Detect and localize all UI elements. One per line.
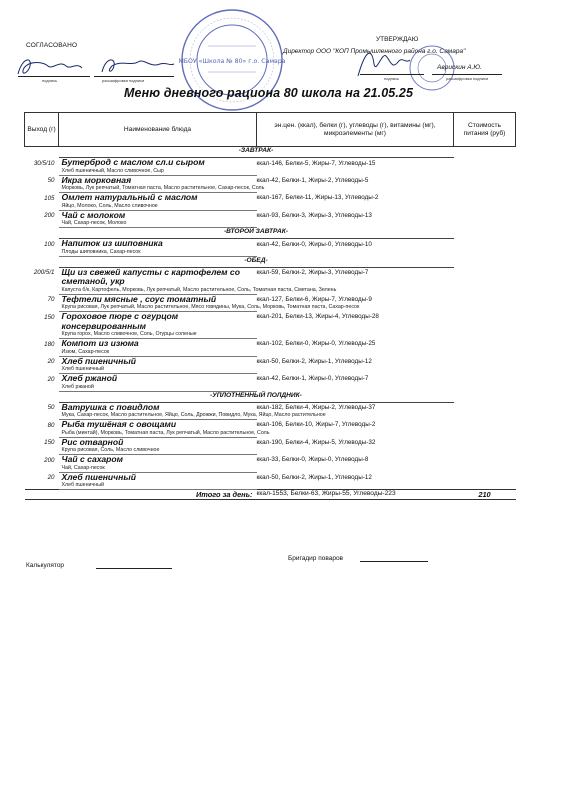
dish-name: Компот из изюма	[61, 338, 139, 348]
dish-ingredients: Чай, Сахар-песок, Молоко	[61, 220, 127, 226]
section-spacer	[25, 147, 59, 158]
section-spacer	[25, 391, 59, 402]
dish-row	[25, 294, 516, 312]
dish-output: 20	[47, 375, 55, 383]
dish-row	[25, 267, 516, 294]
dish-name: Тефтели мясные , соус томатный	[61, 293, 217, 304]
dish-name: Чай с сахаром	[61, 454, 124, 464]
dish-output: 30/5/10	[33, 159, 55, 167]
dish-name-cell	[59, 437, 257, 455]
dish-ingredients: Плоды шиповника, Сахар-песок	[61, 248, 141, 255]
section-title: -УПЛОТНЕННЫЙ ПОЛДНИК-	[59, 391, 454, 402]
section-row	[25, 147, 516, 158]
header-nutrition: эн.цен. (ккал), белки (г), углеводы (г), витамины (мг), микроэлементы (мг)	[257, 113, 454, 147]
dish-nutrition: ккал-182, Белки-4, Жиры-2, Углеводы-37	[256, 404, 376, 411]
dish-output: 200	[44, 456, 55, 464]
dish-name-cell	[59, 174, 265, 193]
left-sig-caption: подпись	[42, 78, 58, 83]
dish-row	[25, 158, 516, 176]
total-label: Итого за день:	[25, 490, 257, 500]
right-sig-line-2	[432, 74, 502, 75]
dish-nutrition: ккал-167, Белки-11, Жиры-13, Углеводы-2	[256, 194, 379, 201]
dish-ingredients: Крупа горох, Масло сливочное, Соль, Огурцы соленые	[61, 331, 197, 337]
dish-nutrition: ккал-59, Белки-2, Жиры-3, Углеводы-7	[256, 269, 369, 276]
dish-name: Гороховое пюре с огурцом консервированным	[61, 311, 179, 331]
dish-output: 100	[44, 240, 55, 248]
approver-name: Аврискин А.Ю.	[437, 64, 482, 71]
header-cost: Стоимость питания (руб)	[454, 113, 516, 147]
total-cost: 210	[454, 490, 516, 500]
dish-output: 150	[44, 439, 55, 446]
calculator-label: Калькулятор	[26, 562, 65, 569]
dish-name-cell	[59, 158, 257, 176]
dish-name: Чай с молоком	[61, 209, 126, 220]
dish-output: 200/5/1	[33, 269, 55, 276]
dish-name: Хлеб пшеничный	[61, 471, 136, 482]
header-name: Наименование блюда	[59, 113, 257, 147]
dish-nutrition: ккал-42, Белки-0, Жиры-0, Углеводы-10	[256, 240, 372, 248]
dish-row	[25, 210, 516, 228]
dish-name: Омлет натуральный с маслом	[61, 192, 198, 202]
dish-nutrition: ккал-42, Белки-1, Жиры-0, Углеводы-7	[256, 375, 369, 382]
left-signature	[10, 52, 180, 82]
dish-nutrition: ккал-42, Белки-1, Жиры-2, Углеводы-5	[256, 176, 369, 184]
dish-row	[25, 374, 516, 392]
approved-label: СОГЛАСОВАНО	[26, 42, 78, 49]
dish-cost	[454, 339, 516, 357]
page-title: Меню дневного рациона 80 школа на 21.05.25	[124, 86, 414, 100]
dish-name-cell	[59, 419, 270, 438]
dish-output: 105	[44, 194, 55, 202]
dish-row	[25, 312, 516, 339]
dish-output: 80	[47, 421, 55, 429]
dish-row	[25, 175, 516, 193]
dish-row	[25, 356, 516, 374]
right-sig-caption: подпись	[384, 76, 400, 81]
dish-row	[25, 472, 516, 490]
section-row	[25, 256, 516, 267]
dish-row	[25, 420, 516, 438]
approve-label: УТВЕРЖДАЮ	[376, 36, 419, 43]
dish-name: Рыба тушёная с овощами	[61, 419, 177, 429]
dish-output: 70	[47, 296, 55, 303]
left-sig-line	[18, 76, 90, 77]
dish-cost	[454, 294, 516, 312]
menu-body	[25, 147, 516, 500]
dish-name-cell	[59, 374, 257, 392]
dish-cost	[454, 455, 516, 473]
left-sig-caption-2: расшифровка подписи	[102, 78, 145, 83]
section-row	[25, 228, 516, 239]
dish-nutrition: ккал-190, Белки-4, Жиры-5, Углеводы-32	[256, 438, 376, 446]
dish-name-cell	[59, 193, 257, 211]
dish-ingredients: Крупа рисовая, Лук репчатый, Масло растительное, Мясо говядины, Мука, Соль, Морковь, Томатная паста, Сахар-песок	[61, 304, 360, 310]
dish-cost	[454, 312, 516, 339]
dish-output: 50	[47, 404, 55, 411]
dish-ingredients: Хлеб ржаной	[61, 383, 94, 390]
dish-row	[25, 437, 516, 455]
dish-cost	[454, 356, 516, 374]
section-row	[25, 391, 516, 402]
dish-name-cell	[59, 312, 257, 339]
dish-nutrition: ккал-146, Белки-5, Жиры-7, Углеводы-15	[256, 159, 376, 167]
section-spacer	[454, 256, 516, 267]
dish-ingredients: Морковь, Лук репчатый, Томатная паста, Масло растительное, Сахар-песок, Соль	[61, 185, 265, 191]
section-spacer	[25, 228, 59, 239]
dish-ingredients: Хлеб пшеничный	[61, 482, 104, 488]
dish-output: 180	[44, 340, 55, 348]
dish-name-cell	[59, 356, 257, 374]
left-sig-line-2	[94, 76, 174, 77]
dish-nutrition: ккал-102, Белки-0, Жиры-0, Углеводы-25	[256, 340, 376, 347]
dish-row	[25, 193, 516, 211]
brigadier-label: Бригадир поваров	[288, 555, 344, 562]
dish-name: Напиток из шиповника	[61, 238, 163, 248]
dish-nutrition: ккал-201, Белки-13, Жиры-4, Углеводы-28	[256, 313, 379, 320]
dish-name-cell	[59, 239, 257, 257]
dish-cost	[454, 472, 516, 490]
dish-name-cell	[59, 210, 257, 228]
dish-nutrition: ккал-50, Белки-2, Жиры-1, Углеводы-12	[256, 357, 372, 365]
dish-name: Хлеб пшеничный	[61, 355, 136, 366]
dish-row	[25, 239, 516, 257]
section-spacer	[25, 256, 59, 267]
dish-name: Ватрушка с повидлом	[61, 401, 160, 412]
dish-cost	[454, 175, 516, 193]
calculator-sig-line	[96, 568, 172, 569]
dish-cost	[454, 267, 516, 294]
menu-table	[24, 112, 516, 500]
total-nutrition: ккал-1553, Белки-63, Жиры-55, Углеводы-223	[257, 490, 454, 500]
dish-output: 50	[47, 177, 55, 184]
dish-ingredients: Мука, Сахар-песок, Масло растительное, Яйцо, Соль, Дрожжи, Повидло, Мука, Яйцо, Масло растительное	[61, 412, 326, 418]
dish-cost	[454, 402, 516, 420]
dish-cost	[454, 239, 516, 257]
dish-row	[25, 339, 516, 357]
dish-ingredients: Яйцо, Молоко, Соль, Масло сливочное	[61, 202, 158, 209]
dish-nutrition: ккал-127, Белки-6, Жиры-7, Углеводы-9	[256, 295, 372, 303]
dish-row	[25, 455, 516, 473]
section-title: -ВТОРОЙ ЗАВТРАК-	[59, 228, 454, 239]
dish-output: 200	[44, 212, 55, 219]
dish-ingredients: Рыба (минтай), Морковь, Томатная паста, Лук репчатый, Масло растительное, Соль	[61, 429, 270, 436]
dish-name: Щи из свежей капусты с картофелем со сметаной, укр	[61, 266, 240, 286]
dish-ingredients: Хлеб пшеничный, Масло сливочное, Сыр	[61, 167, 164, 174]
section-title: -ОБЕД-	[59, 256, 454, 267]
dish-cost	[454, 158, 516, 176]
dish-name: Бутерброд с маслом сл.и сыром	[61, 157, 205, 167]
dish-ingredients: Капуста б/к, Картофель, Морковь, Лук репчатый, Масло растительное, Соль, Томатная паста, Сметана, Зелень	[61, 286, 337, 293]
header-output: Выход (г)	[25, 113, 59, 147]
dish-name-cell	[59, 455, 257, 473]
dish-name: Хлеб ржаной	[61, 373, 118, 383]
right-sig-line	[360, 74, 424, 75]
stamp-text: МБОУ «Школа № 80» г.о. Самара	[178, 58, 286, 65]
dish-name-cell	[59, 472, 257, 490]
dish-cost	[454, 193, 516, 211]
section-spacer	[454, 147, 516, 158]
dish-nutrition: ккал-33, Белки-0, Жиры-0, Углеводы-8	[256, 456, 369, 463]
dish-name: Икра морковная	[61, 174, 132, 185]
total-row	[25, 490, 516, 500]
section-spacer	[454, 391, 516, 402]
dish-ingredients: Чай, Сахар-песок	[61, 464, 105, 471]
dish-nutrition: ккал-50, Белки-2, Жиры-1, Углеводы-12	[256, 473, 372, 481]
dish-ingredients: Хлеб пшеничный	[61, 366, 104, 372]
dish-cost	[454, 420, 516, 438]
section-title: -ЗАВТРАК-	[59, 147, 454, 158]
dish-cost	[454, 437, 516, 455]
dish-cost	[454, 210, 516, 228]
dish-output: 20	[47, 358, 55, 365]
dish-nutrition: ккал-106, Белки-10, Жиры-7, Углеводы-2	[256, 421, 376, 428]
dish-output: 150	[44, 313, 55, 321]
dish-name: Рис отварной	[61, 436, 124, 447]
dish-cost	[454, 374, 516, 392]
dish-name-cell	[59, 339, 257, 357]
brigadier-sig-line	[360, 561, 428, 562]
dish-ingredients: Крупа рисовая, Соль, Масло сливочное	[61, 447, 160, 453]
dish-ingredients: Изюм, Сахар-песок	[61, 348, 110, 355]
right-sig-caption-2: расшифровка подписи	[446, 76, 489, 81]
dish-output: 20	[47, 474, 55, 481]
dish-row	[25, 402, 516, 420]
section-spacer	[454, 228, 516, 239]
director-title: Директор ООО "КОП Промышленного района г.о. Самара"	[283, 48, 466, 55]
dish-nutrition: ккал-93, Белки-3, Жиры-3, Углеводы-13	[256, 211, 372, 219]
